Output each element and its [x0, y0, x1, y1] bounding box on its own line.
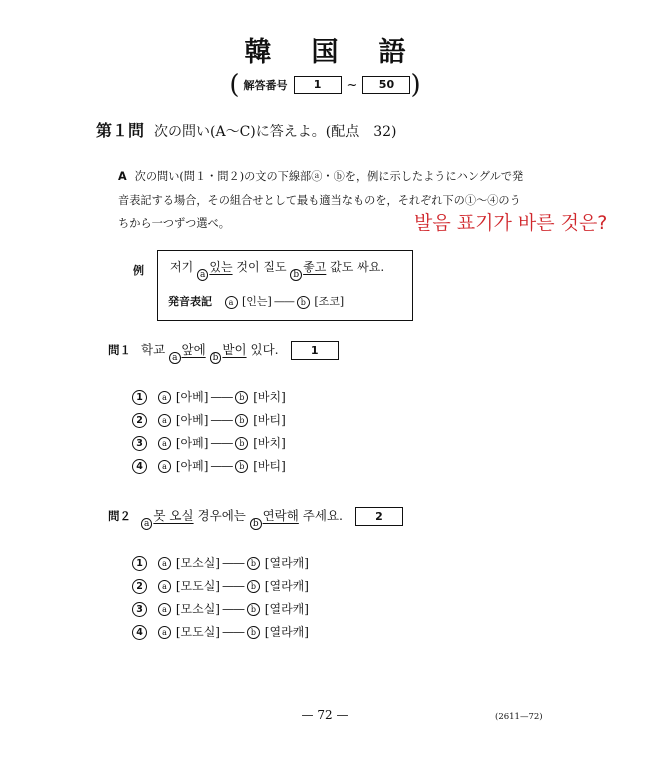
close-paren: ) [410, 70, 421, 100]
answer-box-1[interactable]: 1 [291, 341, 339, 360]
circle-b: b [235, 437, 248, 450]
q1-text-3: 있다. [246, 342, 279, 357]
circle-b: b [235, 391, 248, 404]
circle-a: a [158, 414, 171, 427]
option-b-text: [바티] [253, 413, 286, 427]
option-number: 4 [132, 625, 147, 640]
dash: —— [273, 295, 294, 308]
option-b-text: [바티] [253, 459, 286, 473]
q2-text-2: 경우에는 [193, 508, 250, 523]
page-title: 韓国語 [244, 37, 446, 68]
circle-a: a [158, 391, 171, 404]
option-1[interactable] [132, 386, 286, 409]
option-a-text: [아베] [175, 413, 209, 427]
circle-b: b [247, 557, 260, 570]
dash: —— [221, 625, 244, 639]
option-4[interactable] [132, 621, 309, 644]
option-number: 4 [132, 459, 147, 474]
q1-text-2 [206, 342, 210, 357]
circle-a: a [158, 437, 171, 450]
answer-box-2[interactable]: 2 [355, 507, 403, 526]
option-b-text: [열라캐] [264, 579, 309, 593]
option-3[interactable] [132, 432, 286, 455]
option-number: 1 [132, 556, 147, 571]
option-a-text: [아페] [175, 459, 209, 473]
circle-b: b [235, 414, 248, 427]
option-b-text: [바치] [253, 390, 286, 404]
mark-b: b [290, 269, 302, 281]
circle-a: a [158, 557, 171, 570]
option-b-text: [열라캐] [264, 602, 309, 616]
circle-a: a [225, 296, 238, 309]
option-a-text: [모도실] [175, 579, 220, 593]
underline-b: 연락해 [262, 508, 299, 523]
question-heading [96, 118, 397, 141]
example-pronunciation [168, 293, 344, 309]
dash: —— [210, 390, 233, 404]
option-a-text: [모소실] [175, 602, 220, 616]
dash: —— [210, 436, 233, 450]
handwritten-annotation: 발음 표기가 바른 것은? [414, 212, 608, 234]
question-2-label: 問２ [108, 509, 131, 523]
q1-text-1: 학교 [141, 342, 170, 357]
mark-b: b [210, 352, 222, 364]
mark-a: a [169, 352, 180, 364]
option-3[interactable] [132, 598, 309, 621]
option-a-text: [모소실] [175, 556, 220, 570]
underline-b: 밭이 [222, 342, 247, 357]
underline-a: 못 오실 [153, 508, 194, 523]
option-2[interactable] [132, 409, 286, 432]
option-2[interactable] [132, 575, 309, 598]
answer-number-to: 50 [362, 76, 410, 94]
answer-number-label: 解答番号 [243, 79, 288, 92]
dash: —— [210, 459, 233, 473]
option-a-text: [모도실] [175, 625, 220, 639]
pron-b-text: [조코] [314, 295, 345, 308]
question-1-options [132, 386, 286, 478]
circle-b: b [247, 626, 260, 639]
option-a-text: [아페] [175, 436, 209, 450]
page-code: (2611—72) [495, 712, 543, 722]
option-number: 3 [132, 436, 147, 451]
mark-a: a [141, 518, 152, 530]
option-number: 1 [132, 390, 147, 405]
question-1-label: 問１ [108, 343, 131, 357]
part-a-line3: ちから一つずつ選べ。 [118, 217, 230, 230]
pron-a-text: [인는] [242, 295, 272, 308]
underline-a: 앞에 [181, 342, 206, 357]
part-a-line2: 音表記する場合，その組合せとして最も適当なものを，それぞれ下の①～④のう [118, 193, 521, 207]
dash: —— [221, 579, 244, 593]
dash: —— [221, 556, 244, 570]
example-text-2: 것이 질도 [232, 260, 291, 274]
circle-a: a [158, 626, 171, 639]
q2-text-3: 주세요. [298, 508, 344, 523]
answer-number-from: 1 [294, 76, 342, 94]
pronunciation-label: 発音表記 [168, 295, 212, 308]
example-sentence [170, 258, 385, 280]
dash: —— [210, 413, 233, 427]
circle-a: a [158, 603, 171, 616]
option-b-text: [열라캐] [264, 556, 309, 570]
underline-b: 좋고 [303, 260, 327, 274]
question-number: 第１問 [96, 121, 145, 140]
answer-number-range [0, 72, 650, 98]
question-2 [108, 506, 403, 529]
part-a-text-1: 次の問い(問１・問２)の文の下線部ⓐ・ⓑを，例に示したようにハングルで発 [134, 170, 524, 183]
option-number: 2 [132, 413, 147, 428]
example-text-3: 값도 싸요. [326, 260, 385, 274]
question-2-options [132, 552, 309, 644]
mark-a: a [197, 269, 208, 281]
underline-a: 있는 [209, 260, 233, 274]
answer-number-tilde: ~ [346, 77, 358, 93]
page-number: — 72 — [301, 708, 349, 722]
option-number: 3 [132, 602, 147, 617]
mark-b: b [250, 518, 262, 530]
circle-b: b [235, 460, 248, 473]
example-text-1: 저기 [170, 260, 197, 274]
question-1 [108, 340, 339, 363]
circle-a: a [158, 580, 171, 593]
option-number: 2 [132, 579, 147, 594]
circle-b: b [247, 603, 260, 616]
circle-b: b [297, 296, 310, 309]
circle-b: b [247, 580, 260, 593]
option-b-text: [바치] [253, 436, 286, 450]
question-instruction: 次の問い(A～C)に答えよ。(配点 32) [154, 124, 397, 140]
open-paren: ( [229, 70, 240, 100]
part-a-line1 [118, 165, 558, 189]
dash: —— [221, 602, 244, 616]
option-4[interactable] [132, 455, 286, 478]
circle-a: a [158, 460, 171, 473]
option-b-text: [열라캐] [264, 625, 309, 639]
part-letter: A [118, 170, 127, 183]
example-label: 例 [133, 264, 144, 277]
option-1[interactable] [132, 552, 309, 575]
option-a-text: [아베] [175, 390, 209, 404]
